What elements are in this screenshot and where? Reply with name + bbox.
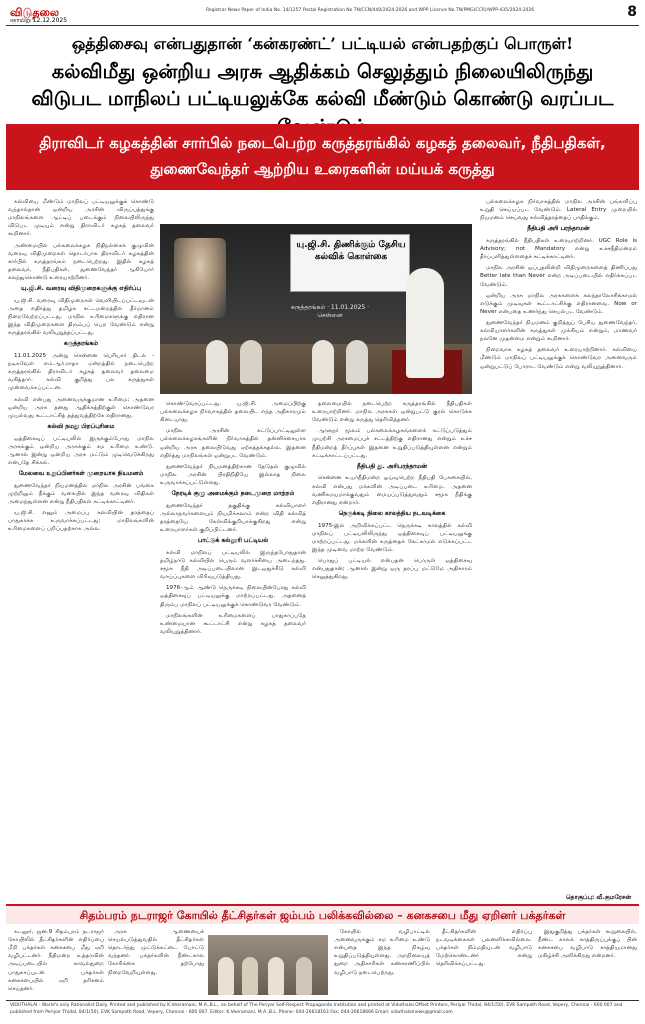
- paragraph: கல்வி மாநிலப் பட்டியலில் இருந்தபோதுதான் தமிழ்நாடு கல்வியில் பெரும் வளர்ச்சியை அடைந்தது. சமூக நீதி அடிப்படையிலான இடஒதுக்கீடு கல்வி வாய்ப்புகளை விரிவுபடுத்தியது.: [160, 549, 306, 581]
- event-banner-subtitle: கருத்தரங்கம் · 11.01.2025 · சென்னை: [290, 304, 370, 319]
- footer: [6, 1000, 639, 1020]
- event-banner-title: யு.ஜி.சி. திணிக்கும் தேசிய கல்விக் கொள்கை: [296, 240, 406, 263]
- person: [242, 957, 258, 995]
- article-column-3: [312, 400, 472, 894]
- paragraph: துணைவேந்தர் நியமனத்திற்கான தேடுதல் குழுவில் மாநில அரசின் பிரதிநிதியே இல்லாத நிலை உருவாக்கப்பட்டுள்ளது.: [160, 463, 306, 486]
- masthead-title: விடுதலை: [10, 6, 60, 19]
- subheading: பாட்டுக் கல்லூரி பட்டியல்: [197, 537, 269, 545]
- paragraph: துணைவேந்தர் நியமனத்தில் மாநில அரசின் பங்கை முற்றிலும் நீக்கும் வகையில் இந்த வரைவு விதிகள் அமைந்துள்ளன என்று நீதிபதிகள் சுட்டிக்காட்டினர்.: [8, 482, 154, 505]
- article-column-1: [8, 198, 154, 894]
- bottom-column-3: [334, 928, 430, 998]
- bottom-story-photo: [208, 935, 328, 995]
- person: [268, 957, 284, 995]
- event-banner: [290, 234, 410, 292]
- subheading: நீதிபதி அரி பரந்தாமன்: [527, 225, 590, 233]
- top-bar: [6, 4, 639, 26]
- subheading: கருத்தரங்கம்: [63, 340, 99, 348]
- person: [240, 340, 262, 384]
- paragraph: 1976-ஆம் ஆண்டு நெருக்கடி நிலையின்போது கல்வி ஒத்திசைவுப் பட்டியலுக்கு மாற்றப்பட்டது. அதனைத் திரும்ப மாநிலப் பட்டியலுக்குக் கொண்டுவர வேண்டும்.: [160, 585, 306, 608]
- paragraph: துணைவேந்தர் தகுதிக்கு கல்வியாளர் அல்லாதவர்களையும் நியமிக்கலாம் என்ற விதி கல்வித் தரத்தையே கேள்விக்குறியாக்குகிறது என்று உரையாளர்கள் குறிப்பிட்டனர்.: [160, 502, 306, 534]
- registration-text: Registrar News Paper of India No. 14/1257 Postal Registration No TN/CCN/440/2024-2026 and WPP Licence No TN/PMG(CCR)/WPP-435/2024-2026: [206, 8, 535, 13]
- paragraph: கொண்டுவரப்பட்டது. யு.ஜி.சி. அமைப்பிற்கு பல்கலைக்கழக நிர்வாகத்தில் தலையிட எந்த அதிகாரமும் கிடையாது.: [160, 401, 306, 424]
- paragraph: பொதுப் பட்டியல் என்பதன் பொருள் ஒத்திசைவு என்பதுதான்; ஆனால் இன்று ஒரு தரப்பு மட்டுமே அதிகாரம் செலுத்துகிறது.: [312, 558, 472, 581]
- red-banner-text: திராவிடர் கழகத்தின் சார்பில் நடைபெற்ற கருத்தரங்கில் கழகத் தலைவர், நீதிபதிகள், துணைவேந்தர் ஆற்றிய உரைகளின் மய்யக் கருத்து: [39, 134, 606, 179]
- paragraph: அரசு ஆணையைச் செயல்படுத்துவதில் தீட்சிதர்கள் தொடர்ந்து முட்டுக்கட்டை போட்டு வந்தனர். பக்தர்களின் நீண்டகால கோரிக்கை தற்போது நிறைவேறியுள்ளது.: [108, 929, 204, 976]
- paragraph: ஒன்றிய அரசு மாநில அரசுகளைக் கலந்தாலோசிக்காமல் எடுக்கும் முடிவுகள் கூட்டாட்சிக்கு எதிரானவை. Now or Never என்பதை உணர்ந்து செயல்பட வேண்டும்.: [480, 292, 637, 315]
- bottom-column-5: [538, 928, 637, 998]
- headline-main: கல்விமீது ஒன்றிய அரசு ஆதிக்கம் செலுத்தும் நிலையிலிருந்து விடுபட மாநிலப் பட்டியலுக்கே கல்வி மீண்டும் கொண்டு வரப்பட: [31, 60, 614, 111]
- paragraph: ஆளுநர் மூலம் பல்கலைக்கழகங்களைக் கட்டுப்படுத்தும் முயற்சி அரசமைப்புச் சட்டத்திற்கு எதிரானது என்றும் உச்ச நீதிமன்றத் தீர்ப்புகள் இதனை உறுதிப்படுத்தியுள்ளன என்றும் சுட்டிக்காட்டப்பட்டது.: [312, 428, 472, 459]
- portrait-left: [174, 238, 226, 318]
- subheading: நெருக்கடி நிலை காலத்திய நடவடிக்கை: [338, 509, 446, 517]
- speaker: [406, 268, 444, 378]
- paragraph: அண்மையில் பல்கலைக்கழக நிதிநல்கைக் குழுவின் வரைவு விதிமுறைகள் தொடர்பாக திராவிடர் கழகத்தின் சார்பில் கருத்தரங்கம் நடைபெற்றது. இதில் கழகத் தலைவர், நீதிபதிகள், துணைவேந்தர் ஆகியோர் கலந்துகொண்டு உரையாற்றினர்.: [8, 242, 154, 281]
- article-column-4: [480, 198, 637, 892]
- paragraph: கோயில் வழிபாட்டில் அனைவருக்கும் சம உரிமை உண்டு என்பதை இந்த நிகழ்வு உறுதிப்படுத்தியுள்ளது. அறநிலையத் துறை அதிகாரிகள் கண்காணிப்பில் வழிபாடு நடைபெற்றது.: [334, 929, 430, 976]
- paragraph: இதுகுறித்து பக்தர்கள் கூறுகையில், நீண்ட காலக் காத்திருப்புக்குப் பின் கனகசபை வழிபாடு சாத்தியமானது மகிழ்ச்சி அளிக்கிறது என்றனர்.: [538, 929, 637, 960]
- paragraph: பல்கலைக்கழக நிர்வாகத்தில் மாநில அரசின் பங்களிப்பு உறுதி செய்யப்பட வேண்டும். Lateral Entry முறையில் நியமனம் செய்வது கல்வித்தரத்தைப் பாதிக்கும்.: [480, 199, 637, 222]
- article-column-2: [160, 400, 306, 894]
- masthead-date: ஞாயிறு 12.12.2025: [10, 17, 68, 24]
- paragraph: மாநில அரசின் கட்டுப்பாட்டிலுள்ள பல்கலைக்கழகங்களின் நிர்வாகத்தில் தன்னிச்சையாக ஒன்றிய அரசு தலையிடுவது ஏற்கத்தக்கதல்ல. இதனை எதிர்த்து மாநிலங்கள் ஒன்றுபட வேண்டும்.: [160, 428, 306, 459]
- paragraph: மாநிலங்களின் உரிமைகளைப் பாதுகாப்பதே உண்மையான கூட்டாட்சி என்று கழகத் தலைவர் வலியுறுத்தினார்.: [160, 612, 306, 635]
- subheading: மேலவை உறுப்பினர்கள் முறையாக நியமனம்: [18, 470, 144, 478]
- paragraph: கடலூர், ஜன.9 சிதம்பரம் நடராஜர் கோயிலில் தீட்சிதர்களின் எதிர்ப்பை மீறி பக்தர்கள் கனகசபை மீது ஏறி வழிபட்டனர். நீதிமன்ற உத்தரவின் அடிப்படையில் காவல்துறை பாதுகாப்புடன் பக்தர்கள் கனகசபையில் ஏறி தரிசனம் செய்தனர்.: [8, 929, 104, 992]
- bottom-column-1: [8, 928, 104, 998]
- paragraph: நிறைவாக கழகத் தலைவர் உரையாற்றினார். கல்வியை மீண்டும் மாநிலப் பட்டியலுக்குக் கொண்டுவர அனைவரும் ஒன்றுபட்டுப் போராட வேண்டும் என்று வலியுறுத்தினார்.: [480, 347, 637, 370]
- paragraph: யு.ஜி.சி. எனும் அமைப்பு கல்வியின் தரத்தைப் பாதுகாக்க உருவாக்கப்பட்டது; மாநிலங்களின் உரிமைகளைப் பறிப்பதற்காக அல்ல.: [8, 510, 154, 533]
- bottom-column-4: [436, 928, 532, 998]
- bottom-column-2: [108, 928, 204, 998]
- paragraph: மாநில அரசின் ஒப்புதலின்றி விதிமுறைகளைத் திணிப்பது Better late than Never என்ற அடிப்படையில் எதிர்க்கப்பட வேண்டும்.: [480, 265, 637, 288]
- subheading: நேரடிக் குழு அமைக்கும் நடைமுறை மாற்றம்: [171, 490, 295, 498]
- subheading: நீதிபதி து. அரிபரந்தாமன்: [357, 462, 427, 470]
- paragraph: கல்வியை மீண்டும் மாநிலப் பட்டியலுக்குக் கொண்டு வந்தால்தான் ஒன்றிய அரசின் விருப்பத்துக்கு மாநிலங்களை ஆட்டிப் படைக்கும் நிலையிலிருந்து விடுபட முடியும் என்று திராவிடர் கழகத் தலைவர் கூறினார்.: [8, 199, 154, 238]
- bottom-story-headline: சிதம்பரம் நடராஜர் கோயில் தீட்சிதர்கள் ஜம்பம் பலிக்கவில்லை – கனகசபை மீது ஏறினர் பக்தர்கள்: [79, 909, 566, 922]
- paragraph: தீட்சிதர்களின் எதிர்ப்பு நடவடிக்கைகள் பலனளிக்கவில்லை. பக்தர்கள் நிம்மதியுடன் வழிபாடு மேற்கொண்டனர் என்று தெரிவிக்கப்பட்டது.: [436, 929, 532, 968]
- paragraph: தலைமையில் நடைபெற்ற கருத்தரங்கில் நீதிபதிகள் உரையாற்றினர். மாநில அரசுகள் ஒன்றுபட்டு குரல் கொடுக்க வேண்டும் என்று கருத்து தெரிவித்தனர்.: [312, 401, 472, 424]
- red-banner: [6, 124, 639, 190]
- paragraph: 1975-இல் அறிவிக்கப்பட்ட நெருக்கடி காலத்தில் கல்வி மாநிலப் பட்டியலிலிருந்து ஒத்திசைவுப் பட்டியலுக்கு மாற்றப்பட்டது. மக்களின் கருத்தைக் கேட்காமல் எடுக்கப்பட்ட இந்த முடிவை மாற்ற வேண்டும்.: [312, 522, 472, 553]
- person: [218, 957, 234, 995]
- subheading: யு.ஜி.சி. வரைவு விதிமுறைகளுக்கு எதிர்ப்பு: [21, 285, 141, 293]
- paragraph: கருத்தரங்கில் நீதிபதிகள் உரையாற்றினர். UGC Role is Advisory; not Mandatory என்று உச்சநீதிமன்றம் தீர்ப்பளித்துள்ளதைச் சுட்டிக்காட்டினர்.: [480, 238, 637, 261]
- person: [296, 957, 312, 995]
- event-photo: [160, 224, 472, 394]
- paragraph: யு.ஜி.சி. வரைவு விதிமுறைகள் வெளியிடப்பட்டவுடன் அதை எதிர்த்து தமிழக சட்டமன்றத்தில் தீர்மானம் நிறைவேற்றப்பட்டது. மாநில உரிமைகளுக்கு எதிரான இந்த விதிமுறைகளை திரும்பப் பெற வேண்டும் என்று கருத்தரங்கில் வலியுறுத்தப்பட்டது.: [8, 297, 154, 337]
- person: [312, 340, 334, 384]
- person: [346, 340, 368, 384]
- subheading: கல்வி நமது பிறப்புரிமை: [47, 422, 115, 430]
- paragraph: சென்னை உயர்நீதிமன்ற ஓய்வுபெற்ற நீதிபதி பேசுகையில், கல்வி என்பது மக்களின் அடிப்படை உரிமை. அதனை வணிகமயமாக்குவதும் மையப்படுத்துவதும் சமூக நீதிக்கு எதிரானது என்றார்.: [312, 475, 472, 506]
- page-number: 8: [627, 4, 637, 20]
- byline: தொகுப்பு: வீ.குமரேசன்: [566, 894, 632, 901]
- footer-imprint: VIDUTHALAI - World's only Rationalist Daily. Printed and published by K.Veeramani, M.A.,B.L., on behalf of The Periyar Self-Respect Propaganda Institution and printed at Viduthalai Offset Printers, Periyar Thidal, 84/1(50), EVK Sampath Road, Vepery, Chennai - 600 007 and published from Periyar Thidal, 84/1(50), EVK Sampath Road, Vepery, Chennai - 600 007. Editor: K.Veeramani, M.A.,B.L. Phone: 044-26618163 Fax: 044-26618666 Email: viduthalainews@gmail.com: [10, 1003, 623, 1015]
- paragraph: 11.01.2025 அன்று சென்னை பெரியார் திடல் - நடிகவேள் எம்.ஆர்.ராதா மன்றத்தில் நடைபெற்ற கருத்தரங்கில் திராவிடர் கழகத் தலைவர் தலைமை வகித்தார். கல்வி குறித்து பல கருத்துகள் முன்வைக்கப்பட்டன.: [8, 353, 154, 392]
- paragraph: ஒத்திசைவுப் பட்டியலில் இருக்கும்போது மாநில அரசுக்கும் ஒன்றிய அரசுக்கும் சம உரிமை உண்டு. ஆனால் இன்று ஒன்றிய அரசு மட்டும் முடிவெடுக்கிறது என்பதே சிக்கல்.: [8, 435, 154, 466]
- headline-top: ஒத்திசைவு என்பதுதான் ‘கன்கரண்ட்’ பட்டியல் என்பதற்குப் பொருள்!: [71, 34, 574, 53]
- bottom-story-header: [6, 904, 639, 924]
- person: [206, 340, 228, 384]
- paragraph: கல்வி என்பது அனைவருக்குமான உரிமை; அதனை ஒன்றிய அரசு தனது ஆதிக்கத்திற்குள் கொண்டுவர முயல்வது கூட்டாட்சித் தத்துவத்திற்கே எதிரானது.: [8, 396, 154, 419]
- paragraph: துணைவேந்தர் நியமனம் குறித்துப் பேசிய துணைவேந்தர், கல்வியாளர்களின் கருத்துகள் முக்கியம் என்றும், மாணவர் நலனே முதன்மை என்றும் கூறினார்.: [480, 320, 637, 343]
